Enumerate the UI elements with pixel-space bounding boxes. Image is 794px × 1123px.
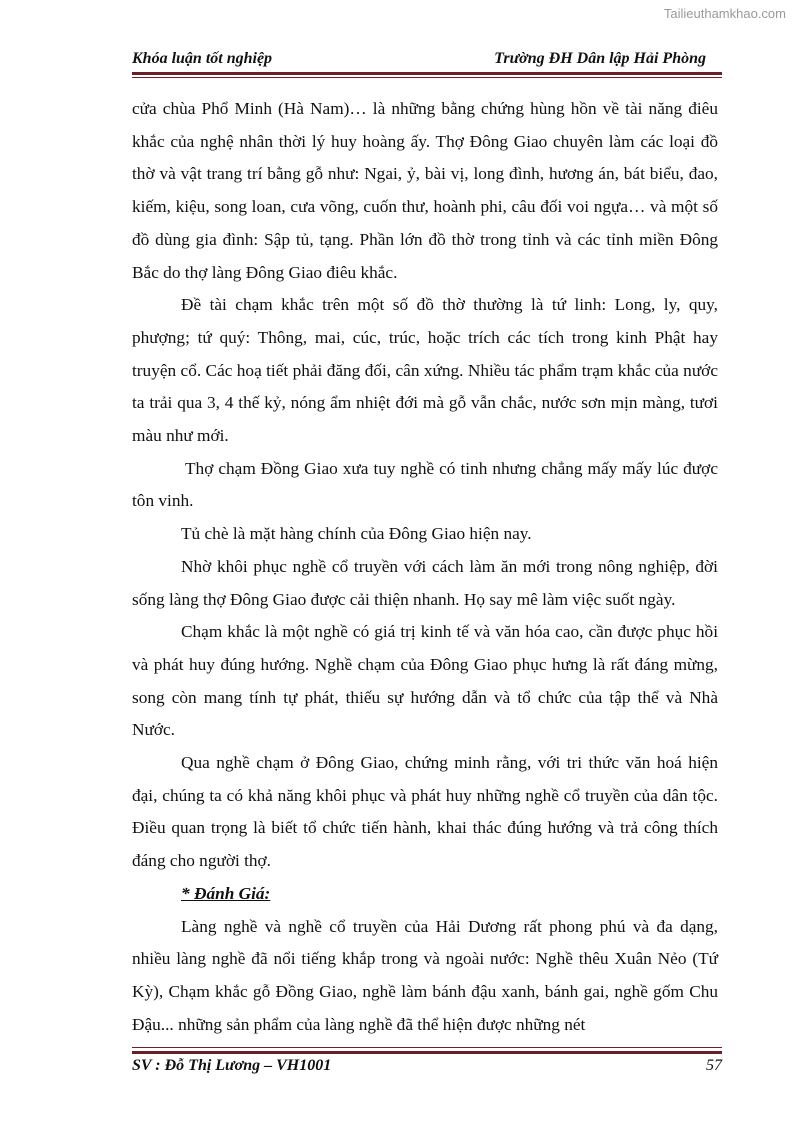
page-body — [132, 93, 718, 1041]
paragraph: Qua nghề chạm ở Đông Giao, chứng minh rằng, với tri thức văn hoá hiện đại, chúng ta có khả năng khôi phục và phát huy những nghề cổ truyền của dân tộc. Điều quan trọng là biết tổ chức tiến hành, khai thác đúng hướng và trả công thích đáng cho người thợ. — [132, 753, 718, 871]
paragraph: Làng nghề và nghề cổ truyền của Hải Dương rất phong phú và đa dạng, nhiều làng nghề đã nổi tiếng khắp trong và ngoài nước: Nghề thêu Xuân Nẻo (Tứ Kỳ), Chạm khắc gỗ Đồng Giao, nghề làm bánh đậu xanh, bánh gai, nghề gốm Chu Đậu... những sản phẩm của làng nghề đã thể hiện được những nét — [132, 916, 718, 1034]
footer-rule — [132, 1051, 722, 1054]
footer-rule-thin — [132, 1047, 722, 1048]
header-rule-thin — [132, 77, 722, 78]
header-right: Trường ĐH Dân lập Hải Phòng — [494, 50, 706, 67]
page-header — [132, 50, 706, 68]
footer-author: SV : Đỗ Thị Lương – VH1001 — [132, 1057, 332, 1074]
section-heading — [132, 878, 718, 911]
paragraph: Thợ chạm Đồng Giao xưa tuy nghề có tinh nhưng chẳng mấy mấy lúc được tôn vinh. — [132, 458, 718, 511]
watermark: Tailieuthamkhao.com — [663, 6, 786, 21]
section-title: * Đánh Giá: — [181, 883, 271, 903]
paragraph: Chạm khắc là một nghề có giá trị kinh tế và văn hóa cao, cần được phục hồi và phát huy đúng hướng. Nghề chạm của Đông Giao phục hưng là rất đáng mừng, song còn mang tính tự phát, thiếu sự hướng dẫn và tổ chức của tập thể và Nhà Nước. — [132, 622, 718, 740]
header-left: Khóa luận tốt nghiệp — [132, 50, 273, 67]
paragraph: Đề tài chạm khắc trên một số đồ thờ thường là tứ linh: Long, ly, quy, phượng; tứ quý: Thông, mai, cúc, trúc, hoặc trích các tích trong kinh Phật hay truyện cổ. Các hoạ tiết phải đăng đối, cân xứng. Nhiều tác phẩm trạm khắc của nước ta trải qua 3, 4 thế kỷ, nóng ẩm nhiệt đới mà gỗ vẫn chắc, nước sơn mịn màng, tươi màu như mới. — [132, 295, 718, 446]
paragraph: cửa chùa Phổ Minh (Hà Nam)… là những bằng chứng hùng hồn về tài năng điêu khắc của nghệ nhân thời lý huy hoàng ấy. Thợ Đông Giao chuyên làm các loại đồ thờ và vật trang trí bằng gỗ như: Ngai, ỷ, bài vị, long đình, hương án, bát biểu, đao, kiếm, kiệu, song loan, cưa võng, cuốn thư, hoành phi, câu đối voi ngựa… và một số đồ dùng gia đình: Sập tủ, tạng. Phần lớn đồ thờ trong tỉnh và các tỉnh miền Đông Bắc do thợ làng Đông Giao điêu khắc. — [132, 99, 718, 282]
paragraph: Tủ chè là mặt hàng chính của Đông Giao hiện nay. — [181, 524, 532, 544]
page-footer — [132, 1057, 722, 1075]
page-number: 57 — [706, 1057, 722, 1074]
header-rule — [132, 72, 722, 75]
paragraph: Nhờ khôi phục nghề cổ truyền với cách làm ăn mới trong nông nghiệp, đời sống làng thợ Đông Giao được cải thiện nhanh. Họ say mê làm việc suốt ngày. — [132, 556, 718, 609]
